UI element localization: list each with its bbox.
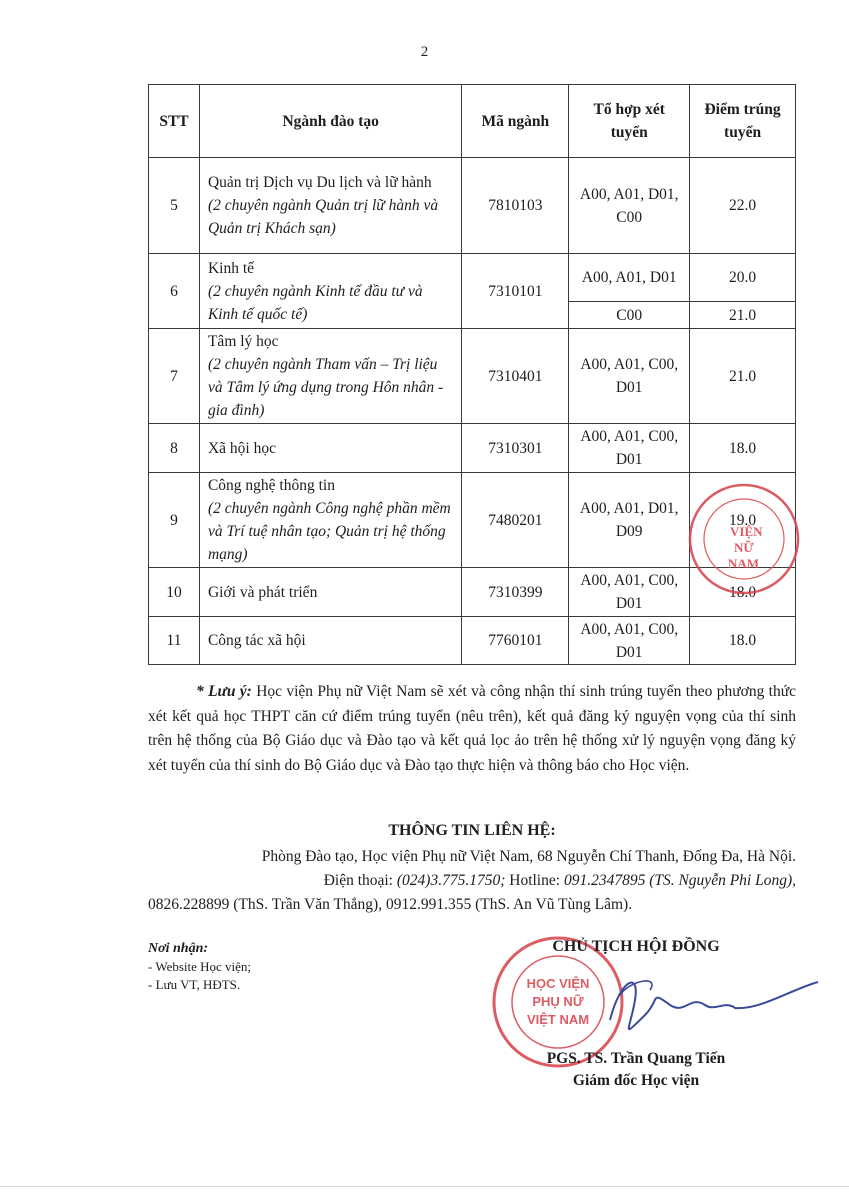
contact-title: THÔNG TIN LIÊN HỆ:	[388, 822, 556, 839]
major-name: Tâm lý học	[207, 333, 279, 350]
cell-stt: 9	[149, 473, 200, 568]
cell-stt: 6	[149, 254, 200, 329]
header-code: Mã ngành	[462, 85, 569, 158]
note-text: Học viện Phụ nữ Việt Nam sẽ xét và công nhận thí sinh trúng tuyển theo phương thức xét kết quả học THPT căn cứ điểm trúng tuyển (nêu trên), kết quả đăng ký nguyện vọng của thí sinh trên hệ thống của Bộ Giáo dục và Đào tạo và kết quả lọc ảo trên hệ thống xử lý nguyện vọng đăng ký xét tuyển của thí sinh do Bộ Giáo dục và Đào tạo thực hiện và thông báo cho Học viện.	[148, 683, 796, 774]
cell-major	[199, 568, 461, 617]
recipients-title: Nơi nhận:	[148, 941, 209, 956]
cell-code: 7310401	[462, 329, 569, 424]
cell-combination: A00, A01, C00, D01	[569, 568, 690, 617]
table-row	[149, 329, 796, 424]
cell-stt: 5	[149, 158, 200, 254]
cell-stt: 7	[149, 329, 200, 424]
cell-score: 20.0	[690, 254, 796, 302]
major-name: Công nghệ thông tin	[207, 477, 335, 494]
cell-stt: 8	[149, 424, 200, 473]
cell-major	[199, 473, 461, 568]
red-seal-stamp	[682, 464, 802, 614]
handwritten-signature	[590, 960, 820, 1050]
seal-small-line-3: NAM	[728, 556, 760, 571]
signatory-name: PGS. TS. Trần Quang Tiến	[546, 1050, 726, 1067]
cell-score: 18.0	[690, 568, 796, 617]
header-score: Điểm trúng tuyển	[690, 85, 796, 158]
cell-score: 21.0	[690, 302, 796, 329]
cell-code: 7310101	[462, 254, 569, 329]
table-row	[149, 158, 796, 254]
contact-address: Phòng Đào tạo, Học viện Phụ nữ Việt Nam, 68 Nguyễn Chí Thanh, Đống Đa, Hà Nội.	[261, 848, 796, 865]
cell-combination: A00, A01, D01, C00	[569, 158, 690, 254]
cell-code: 7760101	[462, 617, 569, 665]
cell-combination: A00, A01, C00, D01	[569, 617, 690, 665]
cell-combination: A00, A01, D01, D09	[569, 473, 690, 568]
cell-score: 21.0	[690, 329, 796, 424]
page-bottom-rule	[0, 1186, 849, 1187]
seal-line-3: VIỆT NAM	[526, 1012, 590, 1027]
hotline-1: 091.2347895 (TS. Nguyễn Phi Long),	[563, 872, 796, 889]
cell-score: 19.0	[690, 473, 796, 568]
cell-stt: 10	[149, 568, 200, 617]
major-name: Quản trị Dịch vụ Du lịch và lữ hành	[207, 174, 432, 191]
major-note: (2 chuyên ngành Kinh tế đầu tư và Kinh tế quốc tế)	[207, 282, 423, 323]
major-note: (2 chuyên ngành Quản trị lữ hành và Quản trị Khách sạn)	[207, 197, 439, 237]
cell-combination: A00, A01, C00, D01	[569, 424, 690, 473]
signatory-position: Giám đốc Học viện	[572, 1072, 700, 1089]
recipient-item: - Lưu VT, HĐTS.	[148, 977, 241, 992]
cell-code: 7310301	[462, 424, 569, 473]
cell-code: 7810103	[462, 158, 569, 254]
major-name: Công tác xã hội	[207, 632, 306, 649]
recipient-item: - Website Học viện;	[148, 959, 252, 974]
cell-major	[199, 329, 461, 424]
cell-code: 7480201	[462, 473, 569, 568]
major-name: Giới và phát triển	[207, 583, 318, 601]
cell-major	[199, 617, 461, 665]
signature-role: CHỦ TỊCH HỘI ĐỒNG	[552, 938, 720, 955]
cell-major	[199, 424, 461, 473]
note-lead: * Lưu ý:	[196, 683, 252, 700]
seal-small-line-1: VIỆN	[730, 524, 763, 539]
table-row	[149, 617, 796, 665]
cell-combination: A00, A01, D01	[569, 254, 690, 302]
phone-label: Điện thoại:	[323, 872, 393, 889]
hotline-2: 0826.228899 (ThS. Trần Văn Thắng), 0912.991.355 (ThS. An Vũ Tùng Lâm).	[148, 896, 633, 913]
phone-number: (024)3.775.1750;	[396, 872, 506, 889]
major-note: (2 chuyên ngành Tham vấn – Trị liệu và Tâm lý ứng dụng trong Hôn nhân - gia đình)	[207, 356, 444, 419]
cell-combination: A00, A01, C00, D01	[569, 329, 690, 424]
note-paragraph	[148, 680, 796, 778]
hotline-label: Hotline:	[509, 872, 561, 889]
cell-combination: C00	[569, 302, 690, 329]
major-name: Kinh tế	[207, 259, 255, 277]
major-note: (2 chuyên ngành Công nghệ phần mềm và Trí tuệ nhân tạo; Quản trị hệ thống mạng)	[207, 500, 451, 563]
major-name: Xã hội học	[207, 439, 276, 457]
cell-score: 18.0	[690, 617, 796, 665]
cell-major	[199, 158, 461, 254]
header-major: Ngành đào tạo	[199, 85, 461, 158]
seal-line-2: PHỤ NỮ	[532, 994, 584, 1009]
table-header-row	[149, 85, 796, 158]
page-number: 2	[420, 44, 429, 60]
seal-line-1: HỌC VIỆN	[526, 976, 590, 991]
recipients-block	[148, 940, 251, 994]
cell-major	[199, 254, 461, 329]
contact-phone-line	[148, 872, 796, 890]
cell-score: 18.0	[690, 424, 796, 473]
cell-score: 22.0	[690, 158, 796, 254]
header-combination: Tổ hợp xét tuyển	[569, 85, 690, 158]
header-stt: STT	[149, 85, 200, 158]
table-row	[149, 254, 796, 302]
seal-small-line-2: NỮ	[734, 540, 754, 555]
cell-code: 7310399	[462, 568, 569, 617]
cell-stt: 11	[149, 617, 200, 665]
